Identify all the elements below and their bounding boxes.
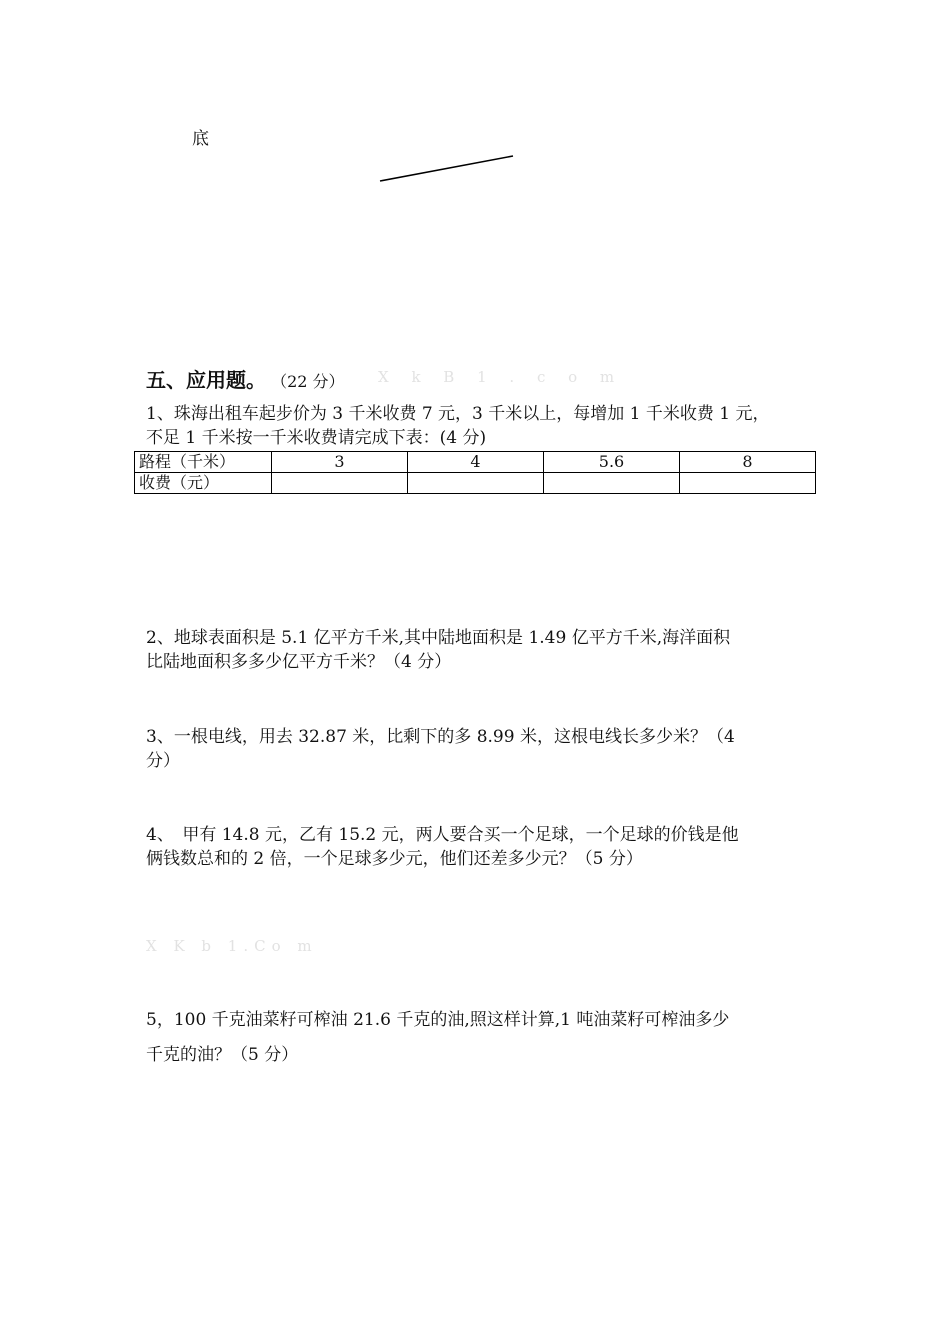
q2-line2: 比陆地面积多多少亿平方千米？（4 分） (146, 652, 452, 672)
q2-line1: 2、地球表面积是 5.1 亿平方千米,其中陆地面积是 1.49 亿平方千米,海洋面积 (146, 628, 731, 648)
fee-cell[interactable] (408, 473, 544, 494)
fee-cell[interactable] (272, 473, 408, 494)
q3-line1: 3、一根电线，用去 32.87 米，比剩下的多 8.99 米，这根电线长多少米？（4 (146, 727, 735, 747)
q4-line2: 俩钱数总和的 2 倍，一个足球多少元，他们还差多少元？（5 分） (146, 849, 643, 869)
watermark-text: X k B 1 . c o m (378, 368, 624, 386)
q3-line2: 分） (146, 751, 180, 771)
section-points: （22 分） (271, 372, 345, 391)
fee-cell[interactable] (680, 473, 816, 494)
row-header-fee: 收费（元） (135, 473, 272, 494)
q4-line1: 4、 甲有 14.8 元，乙有 15.2 元，两人要合买一个足球，一个足球的价钱是他 (146, 825, 739, 845)
q5-line1: 5，100 千克油菜籽可榨油 21.6 千克的油,照这样计算,1 吨油菜籽可榨油多少 (146, 1010, 730, 1030)
row-header-distance: 路程（千米） (135, 452, 272, 473)
distance-cell: 4 (408, 452, 544, 473)
q1-line1: 1、珠海出租车起步价为 3 千米收费 7 元，3 千米以上，每增加 1 千米收费 1 元， (146, 404, 770, 424)
drawn-line-segment (370, 150, 520, 190)
fee-cell[interactable] (544, 473, 680, 494)
base-label: 底 (192, 129, 209, 149)
section-title: 五、应用题。 (146, 368, 266, 392)
distance-cell: 3 (272, 452, 408, 473)
q5-line2: 千克的油？（5 分） (146, 1045, 299, 1065)
table-row-distance (135, 452, 816, 473)
q1-line2: 不足 1 千米按一千米收费请完成下表：(4 分) (146, 428, 487, 448)
watermark-text-2: X K b 1.Co m (146, 937, 318, 955)
distance-cell: 5.6 (544, 452, 680, 473)
section-heading (146, 364, 345, 393)
table-row-fee (135, 473, 816, 494)
line-segment (380, 156, 513, 181)
taxi-fee-table (134, 451, 816, 494)
distance-cell: 8 (680, 452, 816, 473)
